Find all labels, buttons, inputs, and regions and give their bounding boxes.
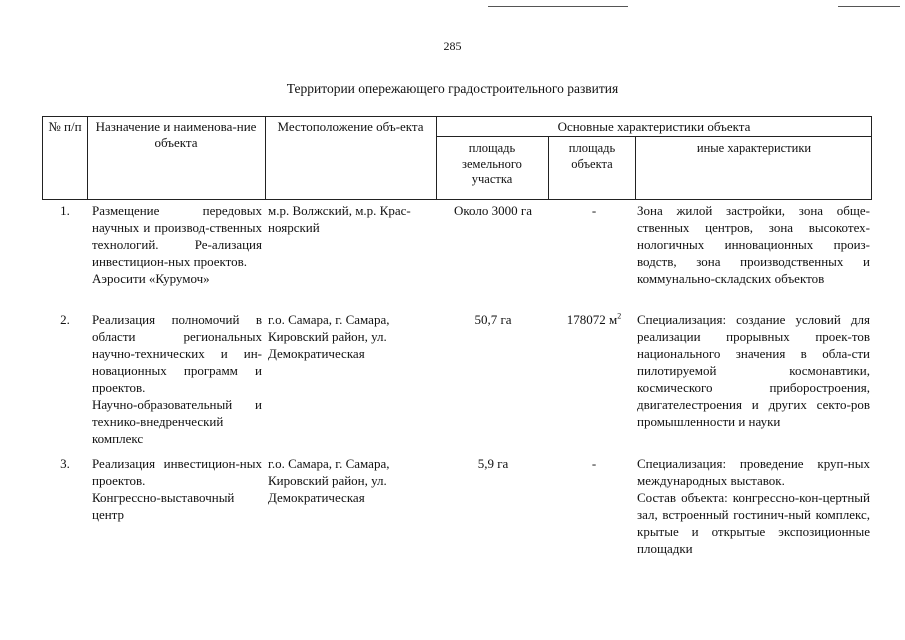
object-area-unit: 2: [617, 311, 622, 321]
scan-artifact-top-right: [838, 6, 900, 7]
row-other: [637, 455, 870, 557]
row-other: [637, 311, 870, 430]
object-area-value: 178072 м: [566, 312, 618, 327]
document-title: Территории опережающего градостроительного развития: [286, 81, 619, 96]
row-name: [92, 311, 262, 447]
header-bottom-border: [42, 199, 872, 200]
row-location: м.р. Волжский, м.р. Крас-ноярский: [268, 203, 411, 235]
header-vline-1: [87, 116, 88, 200]
row-object-area: [552, 311, 636, 328]
row-name-line: Научно-образовательный и технико-внедренческий комплекс: [92, 397, 262, 446]
row-other-line: Зона жилой застройки, зона обще-ственных центров, зона высокотех-нологичных инновационных произ-водств, зона производственных и коммунально-складских объектов: [637, 203, 870, 286]
page-number: 285: [443, 39, 462, 53]
header-vline-2: [265, 116, 266, 200]
row-number: 1.: [60, 203, 70, 218]
row-name-line: Размещение передовых научных и производ-ственных технологий. Ре-ализация инвестицион-ных проектов.: [92, 203, 262, 269]
row-name: [92, 455, 262, 523]
row-location: г.о. Самара, г. Самара, Кировский район, ул. Демократическая: [268, 312, 390, 361]
header-vline-right: [871, 116, 872, 200]
row-name-line: Реализация полномочий в области региональных научно-технических и ин-новационных программ и проектов.: [92, 312, 262, 395]
header-vline-left: [42, 116, 43, 200]
row-land-area: 50,7 га: [474, 312, 512, 327]
object-area-value: -: [591, 203, 597, 218]
row-other-line: Специализация: проведение круп-ных международных выставок.: [637, 456, 870, 488]
header-vline-3: [436, 116, 437, 200]
row-number: 2.: [60, 312, 70, 327]
header-vline-5: [635, 136, 636, 200]
row-name-line: Реализация инвестицион-ных проектов.: [92, 456, 262, 488]
row-object-area: [552, 202, 636, 219]
row-name-line: Аэросити «Курумоч»: [92, 271, 210, 286]
row-other-line: Специализация: создание условий для реализации прорывных проек-тов национального значения в обла-сти пилотируемой космонавтики, космического приборостроения, двигателестроения и других секто-ров промышленности и науки: [637, 312, 870, 429]
row-number: 3.: [60, 456, 70, 471]
row-name-line: Конгрессно-выставочный центр: [92, 490, 235, 522]
scan-artifact-top: [488, 6, 628, 7]
row-land-area: 5,9 га: [477, 456, 509, 471]
header-vline-4: [548, 136, 549, 200]
header-top-border: [42, 116, 872, 117]
row-land-area: Около 3000 га: [454, 203, 532, 218]
header-land-area: площадь земельного участка: [462, 141, 522, 186]
header-object-area: площадь объекта: [568, 141, 616, 171]
header-name: Назначение и наименова-ние объекта: [95, 119, 257, 150]
header-num: № п/п: [48, 119, 82, 134]
header-main-group: Основные характеристики объекта: [557, 119, 751, 134]
header-location: Местоположение объ-екта: [277, 119, 424, 134]
row-location: г.о. Самара, г. Самара, Кировский район, ул. Демократическая: [268, 456, 390, 505]
row-other: [637, 202, 870, 287]
header-other: иные характеристики: [696, 141, 812, 155]
row-name: [92, 202, 262, 287]
header-sub-border: [436, 136, 872, 137]
row-object-area: [552, 455, 636, 472]
row-other-line: Состав объекта: конгрессно-кон-цертный зал, встроенный гостинич-ный комплекс, крытые и открытые экспозиционные площадки: [637, 490, 870, 556]
object-area-value: -: [591, 456, 597, 471]
